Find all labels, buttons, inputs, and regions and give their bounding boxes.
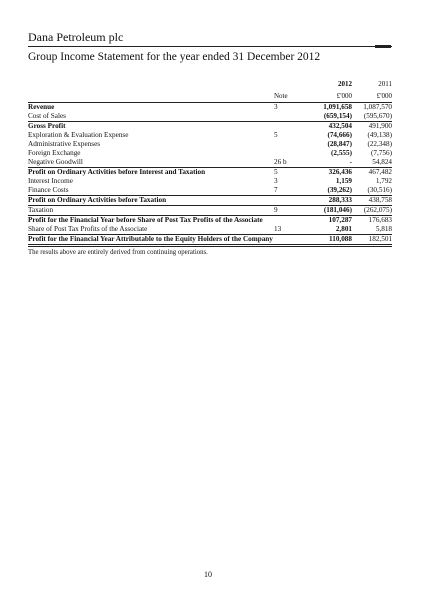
income-statement-table <box>28 80 392 247</box>
header-rule-accent <box>375 45 391 48</box>
row-note <box>274 195 308 205</box>
row-value-2011: 54,824 <box>372 157 392 166</box>
note-header: Note <box>274 91 288 100</box>
row-value-2012: (2,555) <box>331 148 352 157</box>
row-note <box>274 121 308 131</box>
row-value-2011: (49,138) <box>367 130 392 139</box>
company-name: Dana Petroleum plc <box>28 30 124 44</box>
footnote: The results above are entirely derived from continuing operations. <box>28 249 208 256</box>
row-value-2011: 5,818 <box>375 224 392 233</box>
row-value-2011: (22,348) <box>367 139 392 148</box>
row-note: 3 <box>274 176 278 185</box>
row-label: Foreign Exchange <box>28 148 81 157</box>
row-note: 5 <box>274 167 308 177</box>
row-note <box>274 140 308 149</box>
row-value-2011: 176,683 <box>352 215 392 225</box>
row-label: Revenue <box>28 102 274 112</box>
row-note <box>274 234 308 245</box>
row-value-2012: 1,091,658 <box>308 102 352 112</box>
row-label: Profit on Ordinary Activities before Taxation <box>28 195 274 205</box>
unit-2011-header: £'000 <box>376 91 392 100</box>
row-value-2012: 326,436 <box>308 167 352 177</box>
row-label: Negative Goodwill <box>28 157 83 166</box>
table-row <box>28 215 392 225</box>
row-label: Taxation <box>28 205 54 214</box>
table-row <box>28 177 392 186</box>
row-value-2011: 182,501 <box>352 234 392 245</box>
row-value-2012: - <box>349 157 352 166</box>
unit-header-row <box>28 92 392 102</box>
row-label: Gross Profit <box>28 121 274 131</box>
row-value-2011: (30,516) <box>367 185 392 194</box>
statement-title: Group Income Statement for the year ended 31 December 2012 <box>28 51 321 63</box>
row-value-2012: 110,088 <box>308 234 352 245</box>
unit-2012-header: £'000 <box>336 91 352 100</box>
row-label: Profit on Ordinary Activities before Interest and Taxation <box>28 167 274 177</box>
row-note: 7 <box>274 185 278 194</box>
table-row <box>28 186 392 196</box>
row-value-2011: (262,075) <box>363 205 392 214</box>
row-value-2012: 432,504 <box>308 121 352 131</box>
page-number: 10 <box>204 570 212 579</box>
row-value-2012: (659,154) <box>323 111 352 120</box>
row-value-2012: 107,287 <box>308 215 352 225</box>
row-value-2011: 438,758 <box>352 195 392 205</box>
row-value-2011: 491,900 <box>352 121 392 131</box>
table-row <box>28 102 392 112</box>
row-value-2012: 288,333 <box>308 195 352 205</box>
table-row <box>28 234 392 245</box>
row-note <box>274 215 308 225</box>
row-value-2012: (28,847) <box>327 139 352 148</box>
row-label: Exploration & Evaluation Expense <box>28 130 129 139</box>
row-value-2011: (595,670) <box>363 111 392 120</box>
row-value-2011: 467,482 <box>352 167 392 177</box>
row-note <box>274 112 308 122</box>
year-2011-header: 2011 <box>378 80 392 88</box>
row-value-2012: (39,262) <box>327 185 352 194</box>
table-row <box>28 131 392 140</box>
row-note: 9 <box>274 205 278 214</box>
row-value-2012: (74,666) <box>327 130 352 139</box>
row-note <box>274 149 308 158</box>
row-value-2012: (181,046) <box>323 205 352 214</box>
table-row <box>28 225 392 235</box>
row-label: Administrative Expenses <box>28 139 101 148</box>
row-label: Share of Post Tax Profits of the Associate <box>28 224 148 233</box>
row-label: Profit for the Financial Year before Share of Post Tax Profits of the Associate <box>28 215 274 225</box>
table-row <box>28 149 392 158</box>
row-value-2012: 1,159 <box>335 176 352 185</box>
row-label: Finance Costs <box>28 185 69 194</box>
row-note: 26 b <box>274 157 287 166</box>
year-2012-header: 2012 <box>338 80 352 88</box>
row-label: Cost of Sales <box>28 111 66 120</box>
table-row <box>28 158 392 168</box>
row-label: Interest Income <box>28 176 73 185</box>
row-value-2011: 1,792 <box>375 176 392 185</box>
table-row <box>28 121 392 131</box>
row-value-2011: 1,087,570 <box>352 102 392 112</box>
row-note: 13 <box>274 224 282 233</box>
row-note: 5 <box>274 130 278 139</box>
table-row <box>28 167 392 177</box>
row-label: Profit for the Financial Year Attributable to the Equity Holders of the Company <box>28 234 274 245</box>
row-note: 3 <box>274 102 308 112</box>
table-row <box>28 112 392 122</box>
table-row <box>28 195 392 205</box>
header-rule <box>28 46 392 47</box>
table-row <box>28 140 392 149</box>
row-value-2011: (7,756) <box>371 148 392 157</box>
row-value-2012: 2,801 <box>335 224 352 233</box>
year-header-row <box>28 80 392 92</box>
table-row <box>28 205 392 215</box>
